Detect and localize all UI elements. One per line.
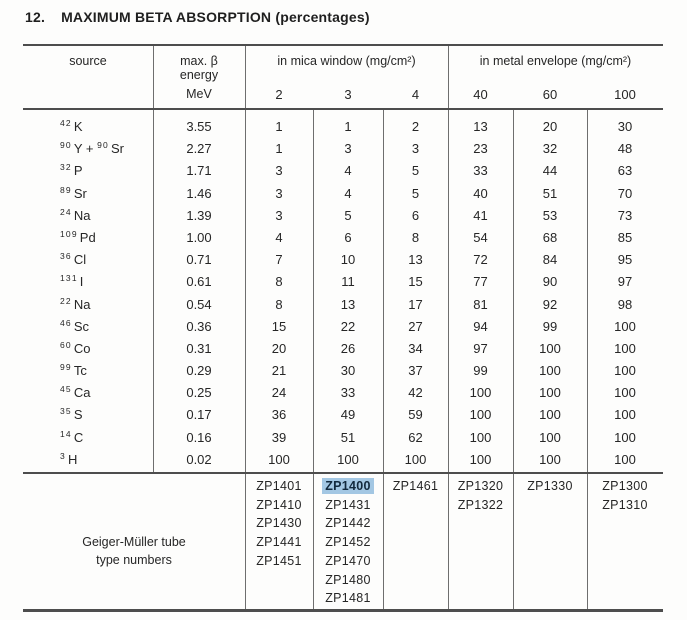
header-source: [23, 46, 153, 108]
element-symbol: Sr: [73, 185, 87, 201]
absorption-value-cell: 51: [542, 185, 558, 201]
absorption-value-cell: 6: [344, 229, 352, 245]
absorption-value-cell: 21: [271, 363, 287, 379]
column-divider: [245, 110, 246, 472]
element-symbol: Na: [73, 207, 91, 223]
table-row: [23, 382, 663, 404]
mica-col-header: 4: [411, 87, 420, 102]
tube-code: ZP1401: [256, 479, 302, 493]
absorption-value-cell: 2: [411, 119, 420, 134]
page-title: MAXIMUM BETA ABSORPTION (percentages): [61, 9, 370, 25]
tube-code: ZP1410: [256, 497, 302, 512]
absorption-value-cell: 8: [275, 296, 283, 312]
header-energy-line: MeV: [186, 87, 212, 101]
energy-cell: 0.71: [186, 252, 212, 268]
energy-cell: 1.39: [186, 207, 212, 223]
element-symbol: S: [73, 407, 83, 423]
tube-code: ZP1442: [325, 516, 371, 531]
mica-group-label: in mica window (mg/cm²): [277, 54, 416, 68]
mass-number-superscript: 42: [60, 118, 72, 128]
element-symbol: Y +: [73, 141, 98, 157]
tube-code: ZP1441: [256, 535, 302, 550]
column-divider: [587, 474, 588, 609]
column-divider: [245, 474, 246, 609]
absorption-value-cell: 17: [408, 296, 423, 312]
absorption-value-cell: 62: [408, 429, 423, 445]
header-energy-line: energy: [179, 68, 219, 82]
table-row: [23, 160, 663, 182]
tube-code: ZP1430: [256, 516, 302, 531]
table-row: [23, 271, 663, 293]
tube-code: ZP1330: [527, 479, 573, 493]
absorption-value-cell: 68: [542, 229, 558, 245]
absorption-value-cell: 100: [404, 451, 427, 467]
absorption-value-cell: 63: [617, 163, 633, 179]
table-row: [23, 427, 663, 449]
absorption-value-cell: 100: [539, 363, 561, 379]
source-cell: [23, 338, 153, 361]
absorption-value-cell: 42: [408, 385, 423, 401]
tube-label-line: Geiger-Müller tube: [82, 534, 186, 549]
section-number: 12.: [25, 9, 46, 25]
absorption-value-cell: 49: [340, 407, 356, 423]
absorption-value-cell: 100: [614, 429, 636, 445]
element-symbol: Tc: [73, 363, 87, 379]
absorption-value-cell: 30: [617, 119, 633, 134]
absorption-value-cell: 94: [473, 318, 488, 334]
energy-cell: 0.61: [186, 274, 212, 290]
absorption-table: [23, 44, 663, 612]
mass-number-superscript: 131: [60, 273, 78, 284]
absorption-value-cell: 100: [539, 340, 561, 356]
mass-number-superscript: 46: [60, 317, 72, 328]
energy-cell: 2.27: [186, 141, 212, 157]
column-divider: [448, 46, 449, 108]
absorption-value-cell: 53: [542, 207, 558, 223]
mass-number-superscript: 90: [60, 140, 72, 151]
absorption-value-cell: 90: [542, 274, 558, 290]
absorption-value-cell: 1: [275, 141, 283, 157]
absorption-value-cell: 4: [344, 185, 352, 201]
element-symbol: H: [67, 451, 78, 467]
absorption-value-cell: 39: [271, 429, 287, 445]
absorption-value-cell: 44: [542, 163, 558, 179]
column-divider: [513, 110, 514, 472]
mass-number-superscript: 99: [60, 362, 72, 373]
energy-cell: 0.29: [186, 363, 212, 379]
source-cell: [23, 294, 153, 317]
table-row: [23, 360, 663, 382]
absorption-value-cell: 81: [473, 296, 488, 312]
absorption-value-cell: 97: [617, 274, 633, 290]
source-cell: [23, 271, 153, 294]
absorption-value-cell: 95: [617, 252, 633, 268]
mass-number-superscript: 60: [60, 339, 72, 350]
column-divider: [153, 46, 154, 108]
absorption-value-cell: 6: [411, 207, 420, 223]
mass-number-superscript: 45: [60, 384, 72, 395]
element-symbol: Na: [73, 296, 91, 312]
mass-number-superscript: 32: [60, 162, 72, 173]
absorption-value-cell: 100: [539, 407, 561, 423]
absorption-value-cell: 51: [340, 429, 356, 445]
absorption-value-cell: 10: [340, 252, 356, 268]
source-cell: [23, 138, 153, 161]
absorption-value-cell: 100: [469, 407, 492, 423]
absorption-value-cell: 1: [344, 119, 352, 134]
tube-code: ZP1320: [457, 479, 504, 493]
absorption-value-cell: 77: [473, 274, 488, 290]
absorption-value-cell: 100: [614, 318, 636, 334]
tube-code: ZP1470: [325, 553, 371, 568]
absorption-value-cell: 92: [542, 296, 558, 312]
table-row: [23, 227, 663, 249]
absorption-value-cell: 5: [411, 185, 420, 201]
absorption-value-cell: 100: [469, 429, 492, 445]
table-body: [23, 110, 663, 472]
column-divider: [313, 110, 314, 472]
header-energy-line: max. β: [180, 54, 218, 68]
energy-cell: 0.31: [186, 340, 212, 356]
mass-number-superscript: 22: [60, 295, 72, 306]
table-row: [23, 138, 663, 160]
absorption-value-cell: 27: [408, 318, 423, 334]
energy-cell: 0.02: [186, 451, 212, 467]
absorption-value-cell: 100: [469, 451, 492, 467]
energy-cell: 1.71: [186, 163, 212, 179]
absorption-value-cell: 36: [271, 407, 287, 423]
source-cell: [23, 427, 153, 450]
source-cell: [23, 360, 153, 383]
source-cell: [23, 183, 153, 206]
absorption-value-cell: 15: [408, 274, 423, 290]
tube-code-highlighted: ZP1400: [322, 478, 374, 494]
mass-number-superscript: 14: [60, 428, 72, 439]
absorption-value-cell: 41: [473, 207, 488, 223]
tube-code: ZP1310: [602, 497, 648, 512]
metal-group-label: in metal envelope (mg/cm²): [479, 54, 632, 68]
absorption-value-cell: 33: [473, 163, 488, 179]
absorption-value-cell: 22: [340, 318, 356, 334]
tube-column: [448, 474, 513, 609]
absorption-value-cell: 100: [268, 451, 290, 467]
mass-number-superscript: 109: [60, 228, 78, 239]
tube-column: [587, 474, 663, 609]
absorption-value-cell: 100: [539, 429, 561, 445]
absorption-value-cell: 4: [275, 229, 283, 245]
tube-code: ZP1452: [325, 535, 371, 550]
table-row: [23, 183, 663, 205]
tube-type-row: [23, 472, 663, 612]
absorption-value-cell: 8: [275, 274, 283, 290]
table-row: [23, 449, 663, 471]
header-source-label: source: [69, 54, 107, 68]
absorption-value-cell: 100: [614, 363, 636, 379]
tube-code: ZP1322: [457, 497, 504, 512]
table-header: [23, 44, 663, 110]
tube-section-label: [23, 474, 245, 609]
mica-col-header: 2: [275, 87, 283, 102]
absorption-value-cell: 15: [271, 318, 287, 334]
mass-number-superscript: 89: [60, 184, 72, 195]
absorption-value-cell: 13: [473, 119, 488, 134]
absorption-value-cell: 24: [271, 385, 287, 401]
absorption-value-cell: 5: [411, 163, 420, 179]
mass-number-superscript: 24: [60, 206, 72, 217]
absorption-value-cell: 40: [473, 185, 488, 201]
absorption-value-cell: 100: [614, 451, 636, 467]
source-cell: [23, 249, 153, 272]
element-symbol: C: [73, 429, 84, 445]
column-divider: [383, 474, 384, 609]
mass-number-superscript: 36: [60, 251, 72, 262]
element-symbol: Co: [73, 340, 91, 356]
absorption-value-cell: 11: [341, 274, 355, 290]
absorption-value-cell: 100: [614, 340, 636, 356]
column-divider: [448, 474, 449, 609]
absorption-value-cell: 20: [542, 119, 558, 134]
absorption-value-cell: 5: [344, 207, 352, 223]
column-divider: [587, 110, 588, 472]
absorption-value-cell: 98: [617, 296, 633, 312]
metal-col-header: 60: [542, 87, 558, 102]
absorption-value-cell: 3: [344, 141, 352, 157]
element-symbol: Sc: [73, 318, 90, 334]
table-row: [23, 404, 663, 426]
table-row: [23, 249, 663, 271]
absorption-value-cell: 23: [473, 141, 488, 157]
absorption-value-cell: 100: [614, 407, 636, 423]
tube-code: ZP1451: [256, 553, 302, 568]
absorption-value-cell: 99: [542, 318, 558, 334]
metal-col-header: 100: [614, 87, 636, 102]
tube-code: ZP1461: [392, 479, 439, 493]
absorption-value-cell: 13: [408, 252, 423, 268]
header-metal-group: [448, 46, 663, 108]
absorption-value-cell: 85: [617, 229, 633, 245]
absorption-value-cell: 33: [340, 385, 356, 401]
tube-column: [245, 474, 313, 609]
absorption-value-cell: 59: [408, 407, 423, 423]
absorption-value-cell: 73: [617, 207, 633, 223]
tube-code: ZP1300: [602, 479, 648, 493]
element-symbol: Ca: [73, 385, 91, 401]
absorption-value-cell: 3: [275, 185, 283, 201]
source-cell: [23, 382, 153, 405]
absorption-value-cell: 84: [542, 252, 558, 268]
source-cell: [23, 205, 153, 228]
mass-number-superscript: 90: [97, 140, 109, 151]
absorption-value-cell: 99: [473, 363, 488, 379]
table-row: [23, 338, 663, 360]
absorption-value-cell: 100: [614, 385, 636, 401]
mica-subcolumns: [245, 86, 448, 108]
absorption-value-cell: 4: [344, 163, 352, 179]
table-row: [23, 116, 663, 138]
source-cell: [23, 316, 153, 339]
absorption-value-cell: 100: [337, 451, 359, 467]
element-symbol: Sr: [110, 141, 124, 157]
header-mica-group: [245, 46, 448, 108]
energy-cell: 3.55: [186, 119, 212, 134]
page-title-row: [25, 9, 370, 25]
energy-cell: 0.16: [186, 429, 212, 445]
absorption-value-cell: 100: [539, 385, 561, 401]
energy-cell: 0.54: [186, 296, 212, 312]
tube-code: [313, 477, 383, 496]
tube-column: [513, 474, 587, 609]
absorption-value-cell: 48: [617, 141, 633, 157]
energy-cell: 0.17: [186, 407, 212, 423]
absorption-value-cell: 1: [275, 119, 283, 134]
tube-code: ZP1481: [325, 591, 371, 606]
absorption-value-cell: 34: [408, 340, 423, 356]
column-divider: [153, 110, 154, 472]
absorption-value-cell: 26: [340, 340, 356, 356]
absorption-value-cell: 8: [411, 229, 420, 245]
metal-col-header: 40: [473, 87, 488, 102]
header-energy: [153, 46, 245, 108]
absorption-value-cell: 70: [617, 185, 633, 201]
source-cell: [23, 160, 153, 183]
element-symbol: Cl: [73, 252, 87, 268]
mica-col-header: 3: [344, 87, 352, 102]
tube-column: [313, 474, 383, 609]
energy-cell: 1.00: [186, 229, 212, 245]
mass-number-superscript: 3: [60, 450, 66, 461]
element-symbol: Pd: [79, 229, 96, 245]
source-cell: [23, 449, 153, 472]
absorption-value-cell: 100: [469, 385, 492, 401]
column-divider: [513, 474, 514, 609]
absorption-value-cell: 97: [473, 340, 488, 356]
absorption-value-cell: 54: [473, 229, 488, 245]
energy-cell: 1.46: [186, 185, 212, 201]
absorption-value-cell: 100: [539, 451, 561, 467]
energy-cell: 0.25: [186, 385, 212, 401]
absorption-value-cell: 20: [271, 340, 287, 356]
table-row: [23, 205, 663, 227]
column-divider: [383, 110, 384, 472]
element-symbol: K: [73, 119, 83, 134]
tube-code: ZP1480: [325, 572, 371, 587]
table-row: [23, 294, 663, 316]
absorption-value-cell: 7: [275, 252, 283, 268]
source-cell: [23, 116, 153, 139]
absorption-value-cell: 32: [542, 141, 558, 157]
absorption-value-cell: 3: [275, 163, 283, 179]
tube-code: ZP1431: [325, 497, 371, 512]
tube-column: [383, 474, 448, 609]
mass-number-superscript: 35: [60, 406, 72, 417]
metal-subcolumns: [448, 86, 663, 108]
column-divider: [313, 474, 314, 609]
column-divider: [448, 110, 449, 472]
absorption-value-cell: 72: [473, 252, 488, 268]
absorption-value-cell: 37: [408, 363, 423, 379]
absorption-value-cell: 3: [275, 207, 283, 223]
column-divider: [245, 46, 246, 108]
table-row: [23, 316, 663, 338]
energy-cell: 0.36: [186, 318, 212, 334]
element-symbol: I: [79, 274, 84, 290]
source-cell: [23, 404, 153, 427]
source-cell: [23, 227, 153, 250]
absorption-value-cell: 3: [411, 141, 420, 157]
absorption-value-cell: 13: [340, 296, 356, 312]
absorption-value-cell: 30: [340, 363, 356, 379]
element-symbol: P: [73, 163, 83, 179]
tube-label-line: type numbers: [96, 552, 172, 567]
